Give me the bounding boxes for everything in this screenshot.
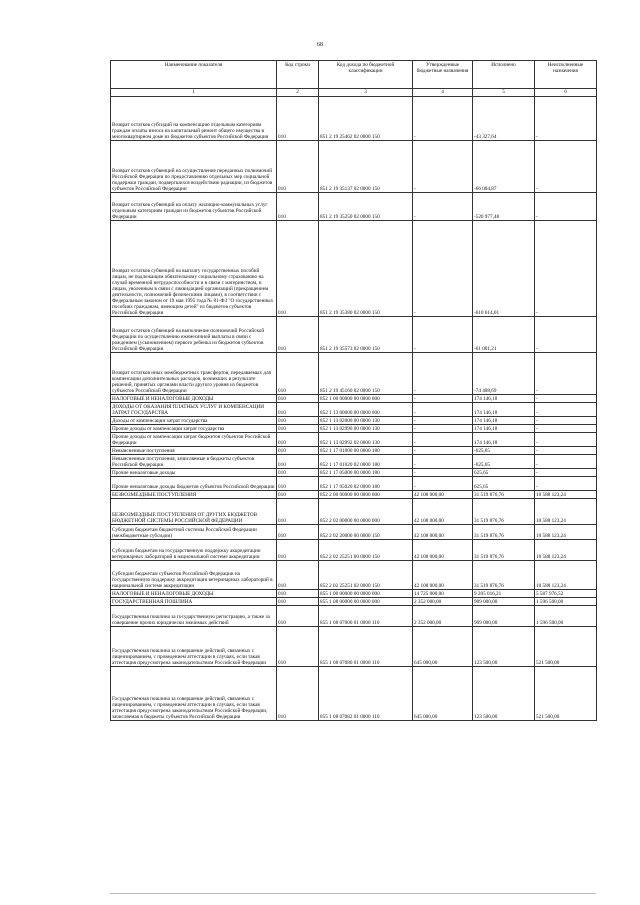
line-code-cell: 010 bbox=[277, 606, 319, 627]
executed-cell: 174 146,18 bbox=[473, 425, 535, 433]
executed-cell: 174 146,18 bbox=[473, 417, 535, 425]
page-bottom-rule bbox=[110, 893, 596, 894]
revenue-code-cell: 855 1 08 07080 01 0000 110 bbox=[319, 627, 413, 667]
executed-cell: 174 146,18 bbox=[473, 403, 535, 417]
revenue-code-cell: 852 1 17 01020 02 0000 180 bbox=[319, 455, 413, 469]
table-row bbox=[111, 469, 597, 477]
unexecuted-cell: - bbox=[535, 477, 597, 491]
line-code-cell: 010 bbox=[277, 627, 319, 667]
table-header-row bbox=[111, 61, 597, 89]
table-row bbox=[111, 477, 597, 491]
approved-cell: - bbox=[413, 403, 473, 417]
unexecuted-cell: - bbox=[535, 317, 597, 353]
executed-cell: -66 004,87 bbox=[473, 141, 535, 193]
indicator-name-cell: Прочие доходы от компенсации затрат государства bbox=[111, 425, 277, 433]
page-number: 68 bbox=[317, 42, 323, 48]
indicator-name-cell: Доходы от компенсации затрат государства bbox=[111, 417, 277, 425]
approved-cell: - bbox=[413, 395, 473, 403]
executed-cell: -520 977,48 bbox=[473, 193, 535, 221]
table-body bbox=[111, 97, 597, 721]
revenue-code-cell: 851 2 19 35573 02 0000 150 bbox=[319, 317, 413, 353]
indicator-name-cell: Государственная пошлина за совершение действий, связанных с лицензированием, с проведением аттестации в случаях, если такая аттестация предусмотрена законодательством Российской Федерации bbox=[111, 627, 277, 667]
revenue-code-cell: 852 2 00 00000 00 0000 000 bbox=[319, 491, 413, 499]
unexecuted-cell: - bbox=[535, 395, 597, 403]
line-code-cell: 010 bbox=[277, 447, 319, 455]
approved-cell: 42 108 000,00 bbox=[413, 561, 473, 590]
executed-cell: 123 500,00 bbox=[473, 667, 535, 721]
column-number: 2 bbox=[277, 89, 319, 97]
table-row bbox=[111, 627, 597, 667]
approved-cell: - bbox=[413, 141, 473, 193]
line-code-cell: 010 bbox=[277, 403, 319, 417]
line-code-cell: 010 bbox=[277, 525, 319, 540]
table-row bbox=[111, 417, 597, 425]
table-row bbox=[111, 97, 597, 141]
executed-cell: -625,65 bbox=[473, 455, 535, 469]
line-code-cell: 010 bbox=[277, 598, 319, 606]
unexecuted-cell: - bbox=[535, 447, 597, 455]
header-indicator-name: Наименование показателя bbox=[111, 61, 277, 89]
revenue-code-cell: 851 2 19 35380 02 0000 150 bbox=[319, 221, 413, 317]
unexecuted-cell: - bbox=[535, 455, 597, 469]
approved-cell: 42 108 000,00 bbox=[413, 491, 473, 499]
line-code-cell: 010 bbox=[277, 499, 319, 525]
revenue-code-cell: 852 2 02 00000 00 0000 000 bbox=[319, 499, 413, 525]
unexecuted-cell: - bbox=[535, 425, 597, 433]
executed-cell: -74 408,69 bbox=[473, 353, 535, 395]
line-code-cell: 010 bbox=[277, 395, 319, 403]
revenue-code-cell: 855 1 00 00000 00 0000 000 bbox=[319, 590, 413, 598]
indicator-name-cell: Возврат остатков субвенций на выполнение полномочий Российской Федерации по осуществлению ежемесячной выплаты в связи с рождением (усыновлением) первого ребенка из бюджетов субъектов Российской Федерации bbox=[111, 317, 277, 353]
revenue-code-cell: 852 2 02 20000 00 0000 150 bbox=[319, 525, 413, 540]
line-code-cell: 010 bbox=[277, 141, 319, 193]
approved-cell: - bbox=[413, 193, 473, 221]
executed-cell: 625,65 bbox=[473, 477, 535, 491]
executed-cell: 31 519 876,76 bbox=[473, 540, 535, 561]
line-code-cell: 010 bbox=[277, 469, 319, 477]
column-number: 5 bbox=[473, 89, 535, 97]
executed-cell: 31 519 876,76 bbox=[473, 525, 535, 540]
revenue-code-cell: 852 2 02 25251 02 0000 150 bbox=[319, 561, 413, 590]
table-row bbox=[111, 395, 597, 403]
unexecuted-cell: - bbox=[535, 141, 597, 193]
indicator-name-cell: Возврат остатков иных межбюджетных трансфертов, передаваемых для компенсации дополнительных расходов, возникших в результате решений, принятых органами власти другого уровня из бюджетов субъектов Российской Федерации bbox=[111, 353, 277, 395]
table-row bbox=[111, 317, 597, 353]
line-code-cell: 010 bbox=[277, 491, 319, 499]
indicator-name-cell: Прочие неналоговые доходы бюджетов субъектов Российской Федерации bbox=[111, 477, 277, 491]
header-line-code: Код строки bbox=[277, 61, 319, 89]
line-code-cell: 010 bbox=[277, 97, 319, 141]
indicator-name-cell: Возврат остатков субсидий на компенсацию отдельным категориям граждан оплаты взноса на капитальный ремонт общего имущества в многоквартирном доме из бюджетов субъектов Российской Федерации bbox=[111, 97, 277, 141]
executed-cell: 9 205 016,21 bbox=[473, 590, 535, 598]
table-row bbox=[111, 403, 597, 417]
table-row bbox=[111, 598, 597, 606]
unexecuted-cell: 10 588 123,24 bbox=[535, 499, 597, 525]
unexecuted-cell: 5 587 976,52 bbox=[535, 590, 597, 598]
indicator-name-cell: ДОХОДЫ ОТ ОКАЗАНИЯ ПЛАТНЫХ УСЛУГ И КОМПЕНСАЦИИ ЗАТРАТ ГОСУДАРСТВА bbox=[111, 403, 277, 417]
revenue-code-cell: 851 2 19 45160 02 0000 150 bbox=[319, 353, 413, 395]
executed-cell: 625,65 bbox=[473, 469, 535, 477]
executed-cell: 31 519 876,76 bbox=[473, 491, 535, 499]
indicator-name-cell: Возврат остатков субвенций на осуществление переданных полномочий Российской Федерации по предоставлению отдельных мер социальной поддержки граждан, подвергшихся воздействию радиации, из бюджетов субъектов Российской Федерации bbox=[111, 141, 277, 193]
approved-cell: - bbox=[413, 477, 473, 491]
indicator-name-cell: Прочие доходы от компенсации затрат бюджетов субъектов Российской Федерации bbox=[111, 433, 277, 447]
unexecuted-cell: 1 596 500,00 bbox=[535, 598, 597, 606]
indicator-name-cell: БЕЗВОЗМЕЗДНЫЕ ПОСТУПЛЕНИЯ bbox=[111, 491, 277, 499]
indicator-name-cell: Невыясненные поступления, зачисляемые в бюджеты субъектов Российской Федерации bbox=[111, 455, 277, 469]
revenue-code-cell: 855 1 08 07082 01 0000 110 bbox=[319, 667, 413, 721]
revenue-code-cell: 855 1 08 00000 00 0000 000 bbox=[319, 598, 413, 606]
column-number-row bbox=[111, 89, 597, 97]
line-code-cell: 010 bbox=[277, 417, 319, 425]
unexecuted-cell: - bbox=[535, 433, 597, 447]
indicator-name-cell: Субсидии бюджетам субъектов Российской Федерации на государственную поддержку аккредитации ветеринарных лабораторий в национальной системе аккредитации bbox=[111, 561, 277, 590]
indicator-name-cell: НАЛОГОВЫЕ И НЕНАЛОГОВЫЕ ДОХОДЫ bbox=[111, 590, 277, 598]
line-code-cell: 010 bbox=[277, 455, 319, 469]
executed-cell: 909 000,00 bbox=[473, 598, 535, 606]
approved-cell: 14 725 000,00 bbox=[413, 590, 473, 598]
approved-cell: - bbox=[413, 221, 473, 317]
approved-cell: 42 108 000,00 bbox=[413, 540, 473, 561]
header-executed: Исполнено bbox=[473, 61, 535, 89]
approved-cell: 2 352 000,00 bbox=[413, 598, 473, 606]
indicator-name-cell: БЕЗВОЗМЕЗДНЫЕ ПОСТУПЛЕНИЯ ОТ ДРУГИХ БЮДЖЕТОВ БЮДЖЕТНОЙ СИСТЕМЫ РОССИЙСКОЙ ФЕДЕРАЦИИ bbox=[111, 499, 277, 525]
approved-cell: 645 000,00 bbox=[413, 667, 473, 721]
line-code-cell: 010 bbox=[277, 540, 319, 561]
line-code-cell: 010 bbox=[277, 590, 319, 598]
executed-cell: -625,65 bbox=[473, 447, 535, 455]
unexecuted-cell: 10 588 123,24 bbox=[535, 491, 597, 499]
revenue-code-cell: 852 1 17 05020 02 0000 180 bbox=[319, 477, 413, 491]
line-code-cell: 010 bbox=[277, 317, 319, 353]
executed-cell: 31 519 876,76 bbox=[473, 561, 535, 590]
approved-cell: - bbox=[413, 425, 473, 433]
indicator-name-cell: НАЛОГОВЫЕ И НЕНАЛОГОВЫЕ ДОХОДЫ bbox=[111, 395, 277, 403]
table-row bbox=[111, 561, 597, 590]
approved-cell: 645 000,00 bbox=[413, 627, 473, 667]
indicator-name-cell: Субсидии бюджетам на государственную поддержку аккредитации ветеринарных лабораторий в национальной системе аккредитации bbox=[111, 540, 277, 561]
revenue-code-cell: 852 2 02 25251 00 0000 150 bbox=[319, 540, 413, 561]
column-number: 3 bbox=[319, 89, 413, 97]
executed-cell: -610 614,01 bbox=[473, 221, 535, 317]
revenue-code-cell: 852 1 13 02992 02 0000 130 bbox=[319, 433, 413, 447]
table-row bbox=[111, 353, 597, 395]
revenue-code-cell: 851 2 19 35250 02 0000 150 bbox=[319, 193, 413, 221]
column-number: 1 bbox=[111, 89, 277, 97]
table-row bbox=[111, 141, 597, 193]
approved-cell: 2 352 000,00 bbox=[413, 606, 473, 627]
approved-cell: 42 108 000,00 bbox=[413, 499, 473, 525]
approved-cell: 42 108 000,00 bbox=[413, 525, 473, 540]
indicator-name-cell: Субсидии бюджетам бюджетной системы Российской Федерации (межбюджетные субсидии) bbox=[111, 525, 277, 540]
indicator-name-cell: Прочие неналоговые доходы bbox=[111, 469, 277, 477]
table-row bbox=[111, 525, 597, 540]
column-number: 6 bbox=[535, 89, 597, 97]
unexecuted-cell: 10 588 123,24 bbox=[535, 540, 597, 561]
revenue-code-cell: 852 1 00 00000 00 0000 000 bbox=[319, 395, 413, 403]
indicator-name-cell: Государственная пошлина за государственную регистрацию, а также за совершение прочих юридически значимых действий bbox=[111, 606, 277, 627]
approved-cell: - bbox=[413, 455, 473, 469]
line-code-cell: 010 bbox=[277, 221, 319, 317]
approved-cell: - bbox=[413, 353, 473, 395]
revenue-code-cell: 852 1 17 01000 00 0000 180 bbox=[319, 447, 413, 455]
approved-cell: - bbox=[413, 97, 473, 141]
executed-cell: 909 000,00 bbox=[473, 606, 535, 627]
executed-cell: 123 500,00 bbox=[473, 627, 535, 667]
unexecuted-cell: - bbox=[535, 193, 597, 221]
unexecuted-cell: - bbox=[535, 403, 597, 417]
table-row bbox=[111, 425, 597, 433]
executed-cell: -61 001,21 bbox=[473, 317, 535, 353]
executed-cell: -43 327,64 bbox=[473, 97, 535, 141]
unexecuted-cell: - bbox=[535, 221, 597, 317]
table-row bbox=[111, 590, 597, 598]
indicator-name-cell: Возврат остатков субвенций на выплату государственных пособий лицам, не подлежащим обязательному социальному страхованию на случай временной нетрудоспособности и в связи с материнством, и лицам, уволенным в связи с ликвидацией организаций (прекращением деятельности, полномочий физическими лицами), в соответствии с Федеральным законом от 19 мая 1995 года № 81-ФЗ "О государственных пособиях гражданам, имеющим детей" из бюджетов субъектов Российской Федерации bbox=[111, 221, 277, 317]
line-code-cell: 010 bbox=[277, 433, 319, 447]
table-row bbox=[111, 667, 597, 721]
header-unexecuted: Неисполненные назначения bbox=[535, 61, 597, 89]
indicator-name-cell: Возврат остатков субвенций на оплату жилищно-коммунальных услуг отдельным категориям граждан из бюджетов субъектов Российской Федерации bbox=[111, 193, 277, 221]
revenue-code-cell: 852 1 13 02990 00 0000 130 bbox=[319, 425, 413, 433]
indicator-name-cell: Невыясненные поступления bbox=[111, 447, 277, 455]
unexecuted-cell: - bbox=[535, 97, 597, 141]
approved-cell: - bbox=[413, 469, 473, 477]
unexecuted-cell: 521 500,00 bbox=[535, 667, 597, 721]
revenue-code-cell: 852 1 13 02000 00 0000 130 bbox=[319, 417, 413, 425]
unexecuted-cell: - bbox=[535, 417, 597, 425]
indicator-name-cell: Государственная пошлина за совершение действий, связанных с лицензированием, с проведением аттестации в случаях, если такая аттестация предусмотрена законодательством Российской Федерации, зачисляемая в бюджеты субъектов Российской Федерации bbox=[111, 667, 277, 721]
line-code-cell: 010 bbox=[277, 425, 319, 433]
revenue-code-cell: 852 1 13 00000 00 0000 000 bbox=[319, 403, 413, 417]
line-code-cell: 010 bbox=[277, 193, 319, 221]
unexecuted-cell: 10 588 123,24 bbox=[535, 561, 597, 590]
revenue-code-cell: 852 1 17 05000 00 0000 180 bbox=[319, 469, 413, 477]
table-row bbox=[111, 491, 597, 499]
executed-cell: 174 146,18 bbox=[473, 395, 535, 403]
approved-cell: - bbox=[413, 417, 473, 425]
approved-cell: - bbox=[413, 433, 473, 447]
unexecuted-cell: 521 500,00 bbox=[535, 627, 597, 667]
table-row bbox=[111, 540, 597, 561]
table-row bbox=[111, 193, 597, 221]
table-row bbox=[111, 447, 597, 455]
line-code-cell: 010 bbox=[277, 561, 319, 590]
header-approved: Утвержденные бюджетные назначения bbox=[413, 61, 473, 89]
unexecuted-cell: - bbox=[535, 353, 597, 395]
revenue-code-cell: 851 2 19 25462 02 0000 150 bbox=[319, 97, 413, 141]
unexecuted-cell: 10 588 123,24 bbox=[535, 525, 597, 540]
revenue-report-table bbox=[110, 60, 597, 721]
line-code-cell: 010 bbox=[277, 353, 319, 395]
unexecuted-cell: 1 596 500,00 bbox=[535, 606, 597, 627]
revenue-code-cell: 855 1 08 07000 01 0000 110 bbox=[319, 606, 413, 627]
table-row bbox=[111, 221, 597, 317]
approved-cell: - bbox=[413, 447, 473, 455]
executed-cell: 174 146,18 bbox=[473, 433, 535, 447]
table-row bbox=[111, 455, 597, 469]
table-row bbox=[111, 499, 597, 525]
table-row bbox=[111, 433, 597, 447]
line-code-cell: 010 bbox=[277, 477, 319, 491]
unexecuted-cell: - bbox=[535, 469, 597, 477]
approved-cell: - bbox=[413, 317, 473, 353]
column-number: 4 bbox=[413, 89, 473, 97]
table-row bbox=[111, 606, 597, 627]
executed-cell: 31 519 876,76 bbox=[473, 499, 535, 525]
revenue-code-cell: 851 2 19 35137 02 0000 150 bbox=[319, 141, 413, 193]
header-revenue-code: Код дохода по бюджетной классификации bbox=[319, 61, 413, 89]
line-code-cell: 010 bbox=[277, 667, 319, 721]
indicator-name-cell: ГОСУДАРСТВЕННАЯ ПОШЛИНА bbox=[111, 598, 277, 606]
